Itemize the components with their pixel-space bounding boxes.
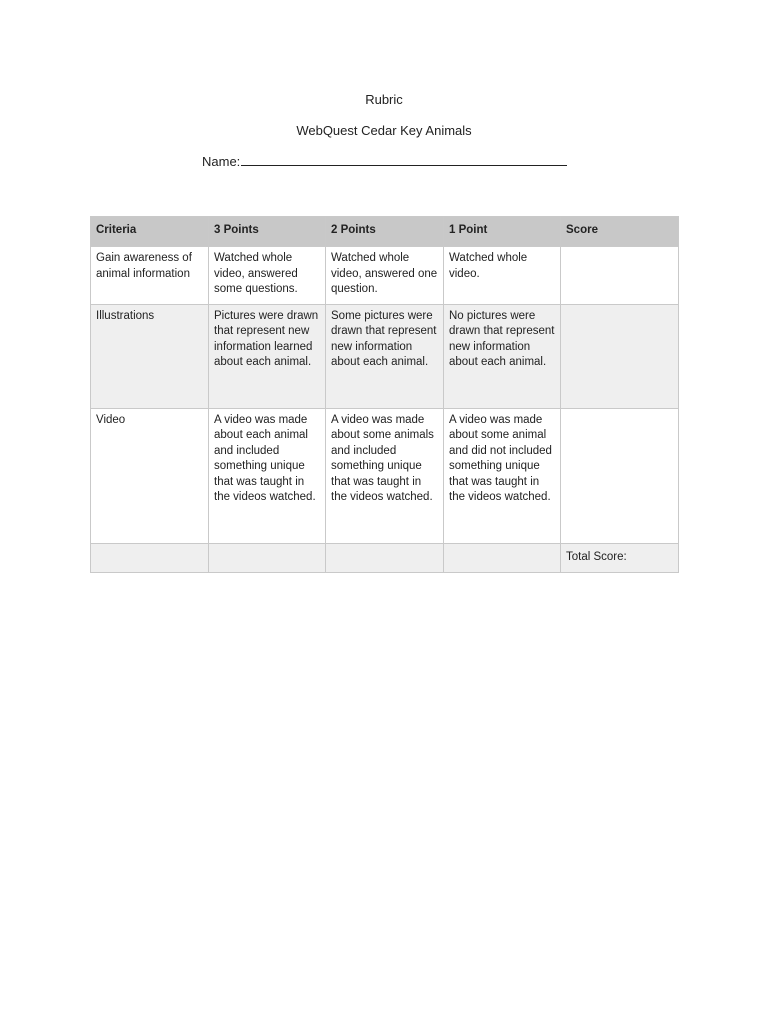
empty-cell — [91, 543, 209, 572]
score-cell — [561, 247, 679, 305]
criteria-cell: Illustrations — [91, 304, 209, 408]
table-header-row — [91, 217, 679, 247]
table-row — [91, 304, 679, 408]
two-points-cell: Watched whole video, answered one question. — [326, 247, 444, 305]
score-cell — [561, 304, 679, 408]
header-score: Score — [561, 217, 679, 247]
table-row — [91, 408, 679, 543]
three-points-cell: A video was made about each animal and included something unique that was taught in the videos watched. — [209, 408, 326, 543]
empty-cell — [326, 543, 444, 572]
empty-cell — [444, 543, 561, 572]
rubric-table — [90, 216, 679, 573]
one-point-cell: A video was made about some animal and did not included something unique that was taught in the videos watched. — [444, 408, 561, 543]
criteria-cell: Video — [91, 408, 209, 543]
name-label: Name: — [202, 154, 241, 169]
header-criteria: Criteria — [91, 217, 209, 247]
header-2-points: 2 Points — [326, 217, 444, 247]
score-cell — [561, 408, 679, 543]
table-row — [91, 247, 679, 305]
name-blank-line — [241, 153, 567, 166]
three-points-cell: Pictures were drawn that represent new information learned about each animal. — [209, 304, 326, 408]
one-point-cell: No pictures were drawn that represent new information about each animal. — [444, 304, 561, 408]
three-points-cell: Watched whole video, answered some questions. — [209, 247, 326, 305]
total-score-label: Total Score: — [561, 543, 679, 572]
criteria-cell: Gain awareness of animal information — [91, 247, 209, 305]
name-line — [202, 153, 567, 170]
empty-cell — [209, 543, 326, 572]
document-subtitle: WebQuest Cedar Key Animals — [296, 123, 472, 138]
total-row — [91, 543, 679, 572]
two-points-cell: Some pictures were drawn that represent new information about each animal. — [326, 304, 444, 408]
two-points-cell: A video was made about some animals and included something unique that was taught in the videos watched. — [326, 408, 444, 543]
one-point-cell: Watched whole video. — [444, 247, 561, 305]
document-title: Rubric — [365, 92, 403, 107]
header-1-point: 1 Point — [444, 217, 561, 247]
header-3-points: 3 Points — [209, 217, 326, 247]
